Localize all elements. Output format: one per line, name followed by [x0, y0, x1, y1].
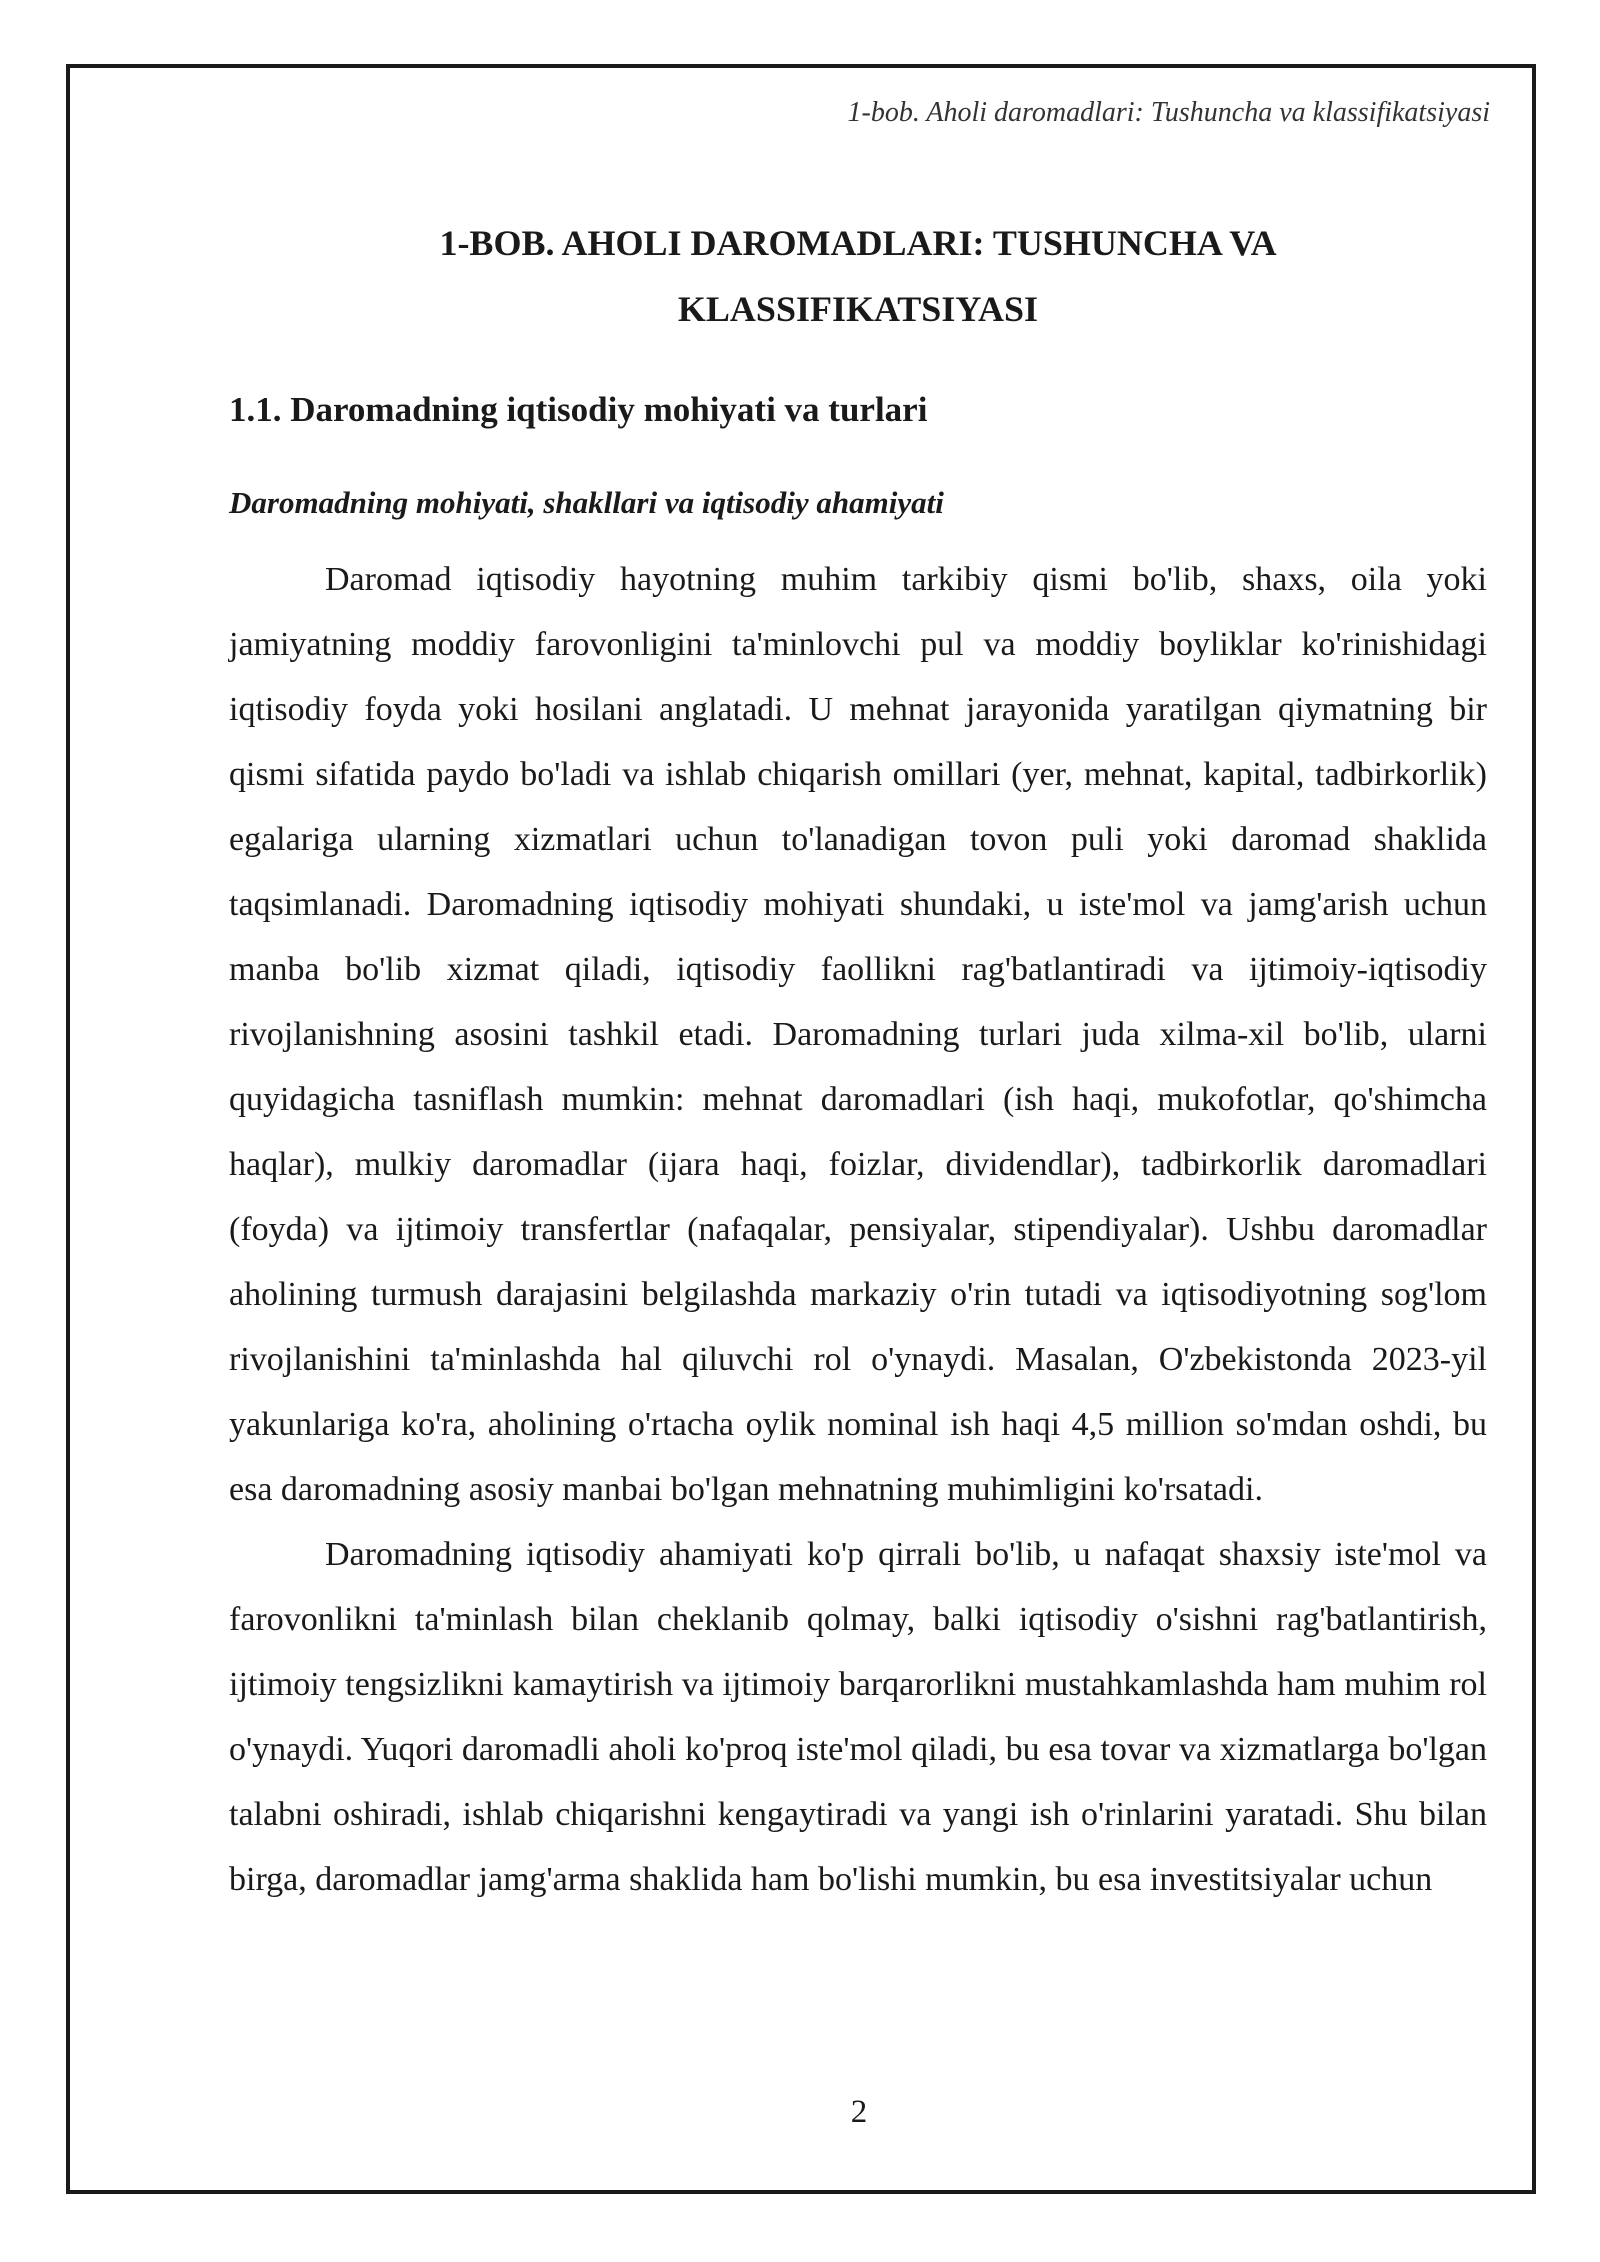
section-heading: 1.1. Daromadning iqtisodiy mohiyati va turlari [229, 390, 928, 429]
paragraph: Daromad iqtisodiy hayotning muhim tarkibiy qismi bo'lib, shaxs, oila yoki jamiyatning moddiy farovonligini ta'minlovchi pul va moddiy boyliklar ko'rinishidagi iqtisodiy foyda yoki hosilani anglatadi. U mehnat jarayonida yaratilgan qiymatning bir qismi sifatida paydo bo'ladi va ishlab chiqarish omillari (yer, mehnat, kapital, tadbirkorlik) egalariga ularning xizmatlari uchun to'lanadigan tovon puli yoki daromad shaklida taqsimlanadi. Daromadning iqtisodiy mohiyati shundaki, u iste'mol va jamg'arish uchun manba bo'lib xizmat qiladi, iqtisodiy faollikni rag'batlantiradi va ijtimoiy-iqtisodiy rivojlanishning asosini tashkil etadi. Daromadning turlari juda xilma-xil bo'lib, ularni quyidagicha tasniflash mumkin: mehnat daromadlari (ish haqi, mukofotlar, qo'shimcha haqlar), mulkiy daromadlar (ijara haqi, foizlar, dividendlar), tadbirkorlik daromadlari (foyda) va ijtimoiy transfertlar (nafaqalar, pensiyalar, stipendiyalar). Ushbu daromadlar aholining turmush darajasini belgilashda markaziy o'rin tutadi va iqtisodiyotning sog'lom rivojlanishini ta'minlashda hal qiluvchi rol o'ynaydi. Masalan, O'zbekistonda 2023-yil yakunlariga ko'ra, aholining o'rtacha oylik nominal ish haqi 4,5 million so'mdan oshdi, bu esa daromadning asosiy manbai bo'lgan mehnatning muhimligini ko'rsatadi. [229, 561, 1487, 1508]
running-header: 1-bob. Aholi daromadlari: Tushuncha va klassifikatsiyasi [847, 97, 1490, 128]
paragraph: Daromadning iqtisodiy ahamiyati ko'p qirrali bo'lib, u nafaqat shaxsiy iste'mol va farovonlikni ta'minlash bilan cheklanib qolmay, balki iqtisodiy o'sishni rag'batlantirish, ijtimoiy tengsizlikni kamaytirish va ijtimoiy barqarorlikni mustahkamlashda ham muhim rol o'ynaydi. Yuqori daromadli aholi ko'proq iste'mol qiladi, bu esa tovar va xizmatlarga bo'lgan talabni oshiradi, ishlab chiqarishni kengaytiradi va yangi ish o'rinlarini yaratadi. Shu bilan birga, daromadlar jamg'arma shaklida ham bo'lishi mumkin, bu esa investitsiyalar uchun [229, 1536, 1487, 1898]
chapter-title-line-1: 1-BOB. AHOLI DAROMADLARI: TUSHUNCHA VA [439, 223, 1277, 263]
subsection-heading: Daromadning mohiyati, shakllari va iqtisodiy ahamiyati [229, 485, 944, 520]
chapter-title [229, 210, 1487, 342]
page-number: 2 [850, 2094, 868, 2130]
body-text [229, 547, 1487, 1912]
chapter-title-line-2: KLASSIFIKATSIYASI [677, 289, 1039, 329]
